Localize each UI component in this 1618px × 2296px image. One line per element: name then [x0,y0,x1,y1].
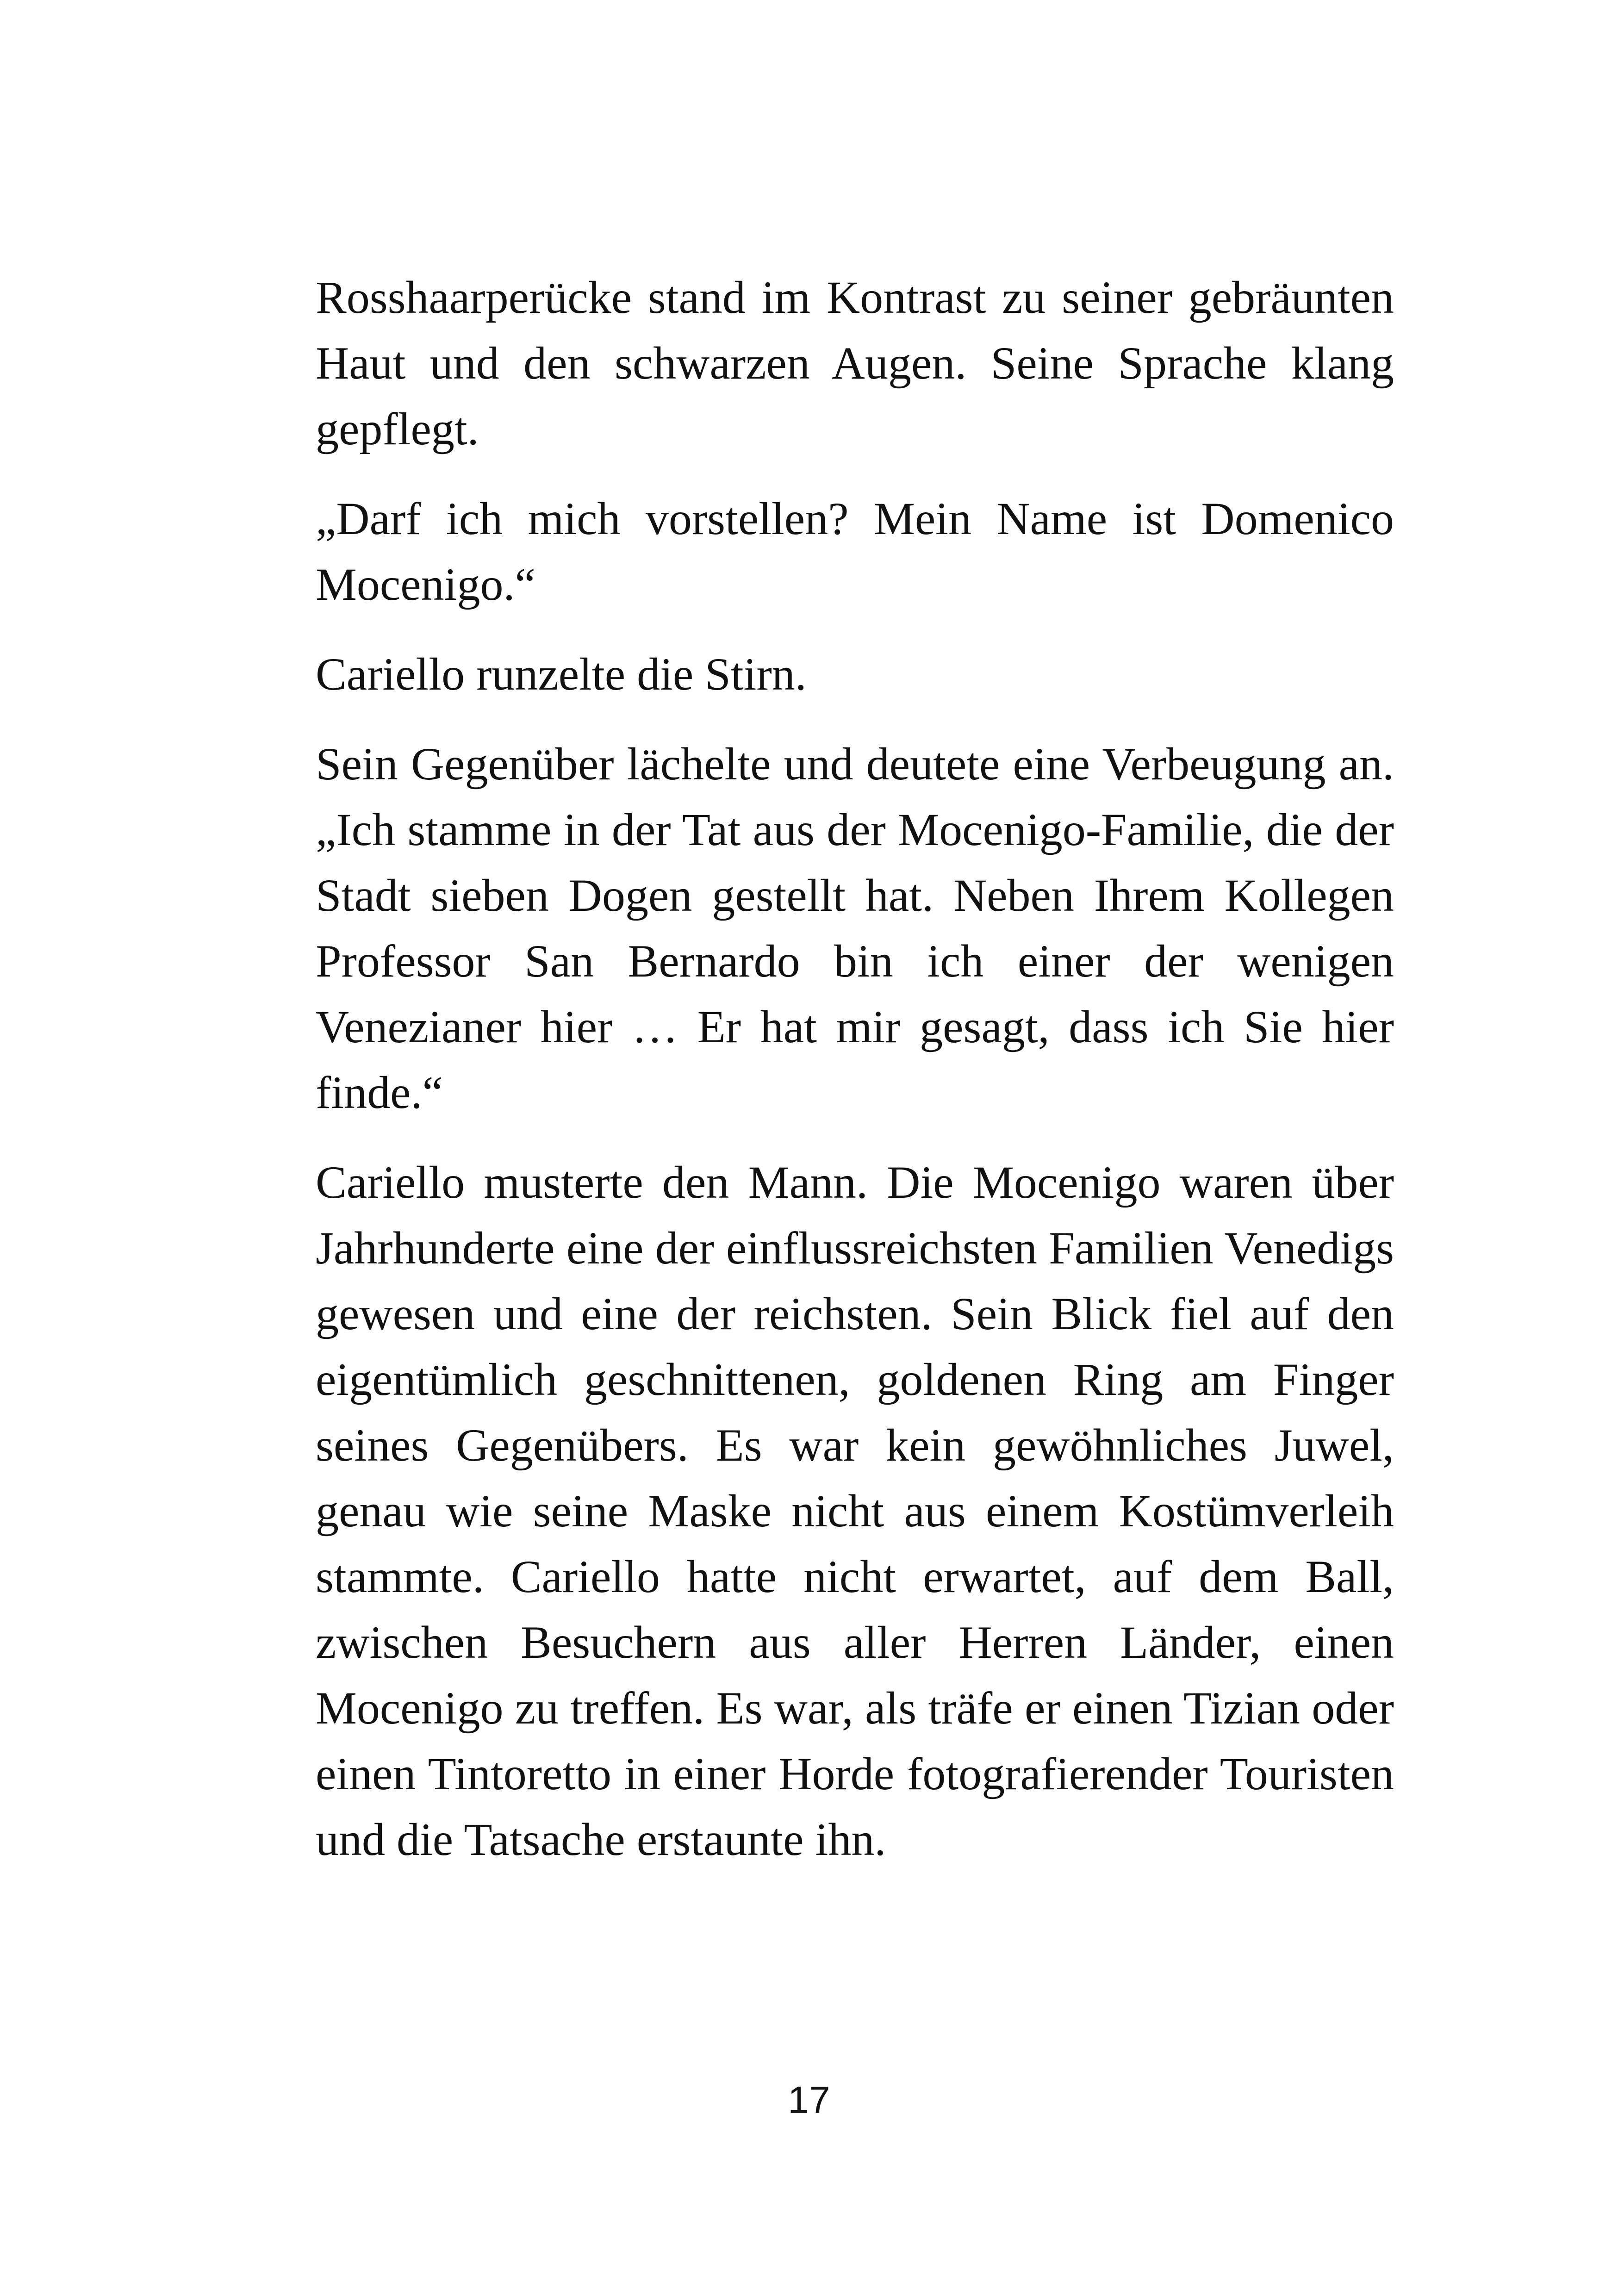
page-number: 17 [788,2079,830,2121]
paragraph: „Darf ich mich vorstellen? Mein Name ist Domenico Mocenigo.“ [316,493,1394,610]
body-text [316,265,1394,1897]
paragraph: Cariello musterte den Mann. Die Mocenigo waren über Jahrhunderte eine der einflussreichsten Familien Venedigs gewesen und eine der reichsten. Sein Blick fiel auf den eigentümlich geschnittenen, goldenen Ring am Finger seines Gegenübers. Es war kein gewöhnliches Juwel, genau wie seine Maske nicht aus einem Kostümverleih stammte. Cariello hatte nicht erwartet, auf dem Ball, zwischen Besuchern aus aller Herren Länder, einen Mocenigo zu treffen. Es war, als träfe er einen Tizian oder einen Tintoretto in einer Horde fotografierender Touristen und die Tatsache erstaunte ihn. [316,1157,1394,1865]
paragraph: Cariello runzelte die Stirn. [316,648,807,700]
paragraph: Sein Gegenüber lächelte und deutete eine Verbeugung an. „Ich stamme in der Tat aus der Mocenigo-Familie, die der Stadt sieben Dogen gestellt hat. Neben Ihrem Kollegen Professor San Bernardo bin ich einer der wenigen Venezianer hier … Er hat mir gesagt, dass ich Sie hier finde.“ [316,738,1394,1118]
paragraph: Rosshaarperücke stand im Kontrast zu seiner gebräunten Haut und den schwarzen Augen. Seine Sprache klang gepflegt. [316,272,1394,454]
